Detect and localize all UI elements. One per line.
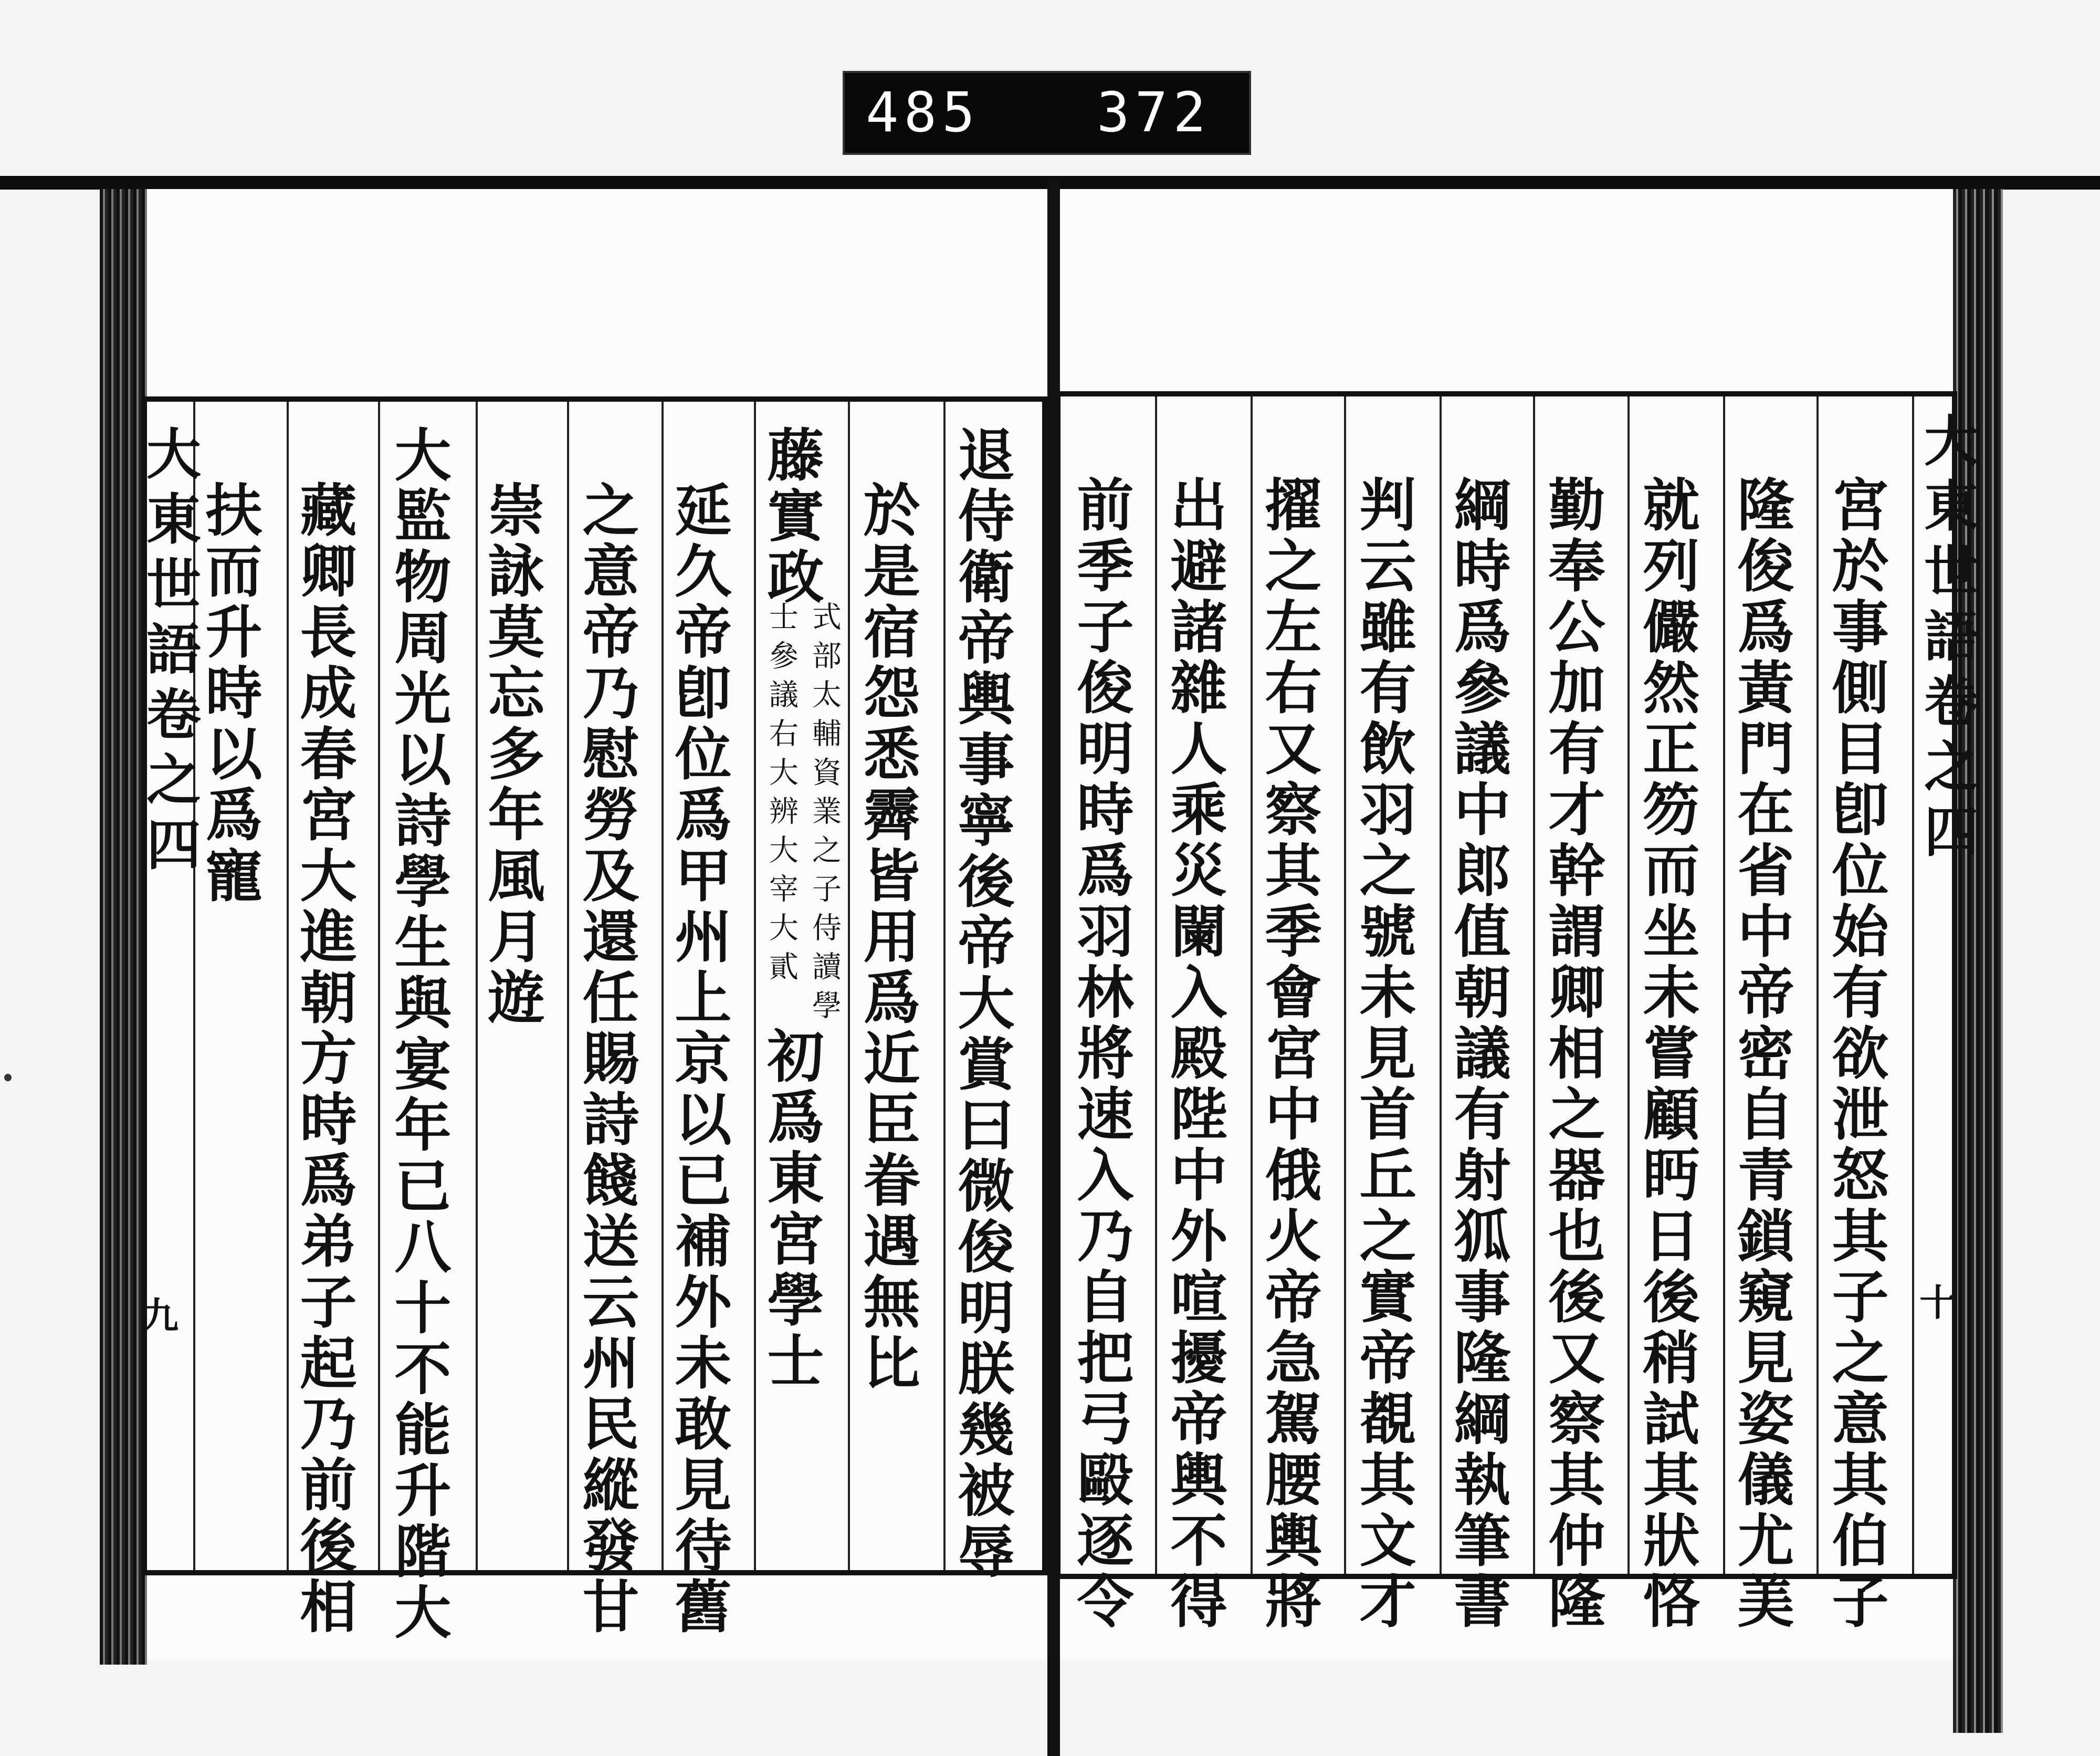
- left-col-9: 退侍衛帝輿事寧後帝大賞曰微俊明朕幾被辱: [948, 425, 1014, 1583]
- right-col-7: 就列儼然正笏而坐未嘗顧眄日後稍試其狀恪: [1633, 475, 1699, 1633]
- left-col-7-tail: 初爲東宮學士: [758, 1027, 824, 1392]
- right-margin-title: 大東世語卷之四: [1915, 412, 1979, 868]
- right-text-frame: [1055, 391, 1979, 1633]
- archive-number-label: [843, 71, 1251, 155]
- left-col-2: 藏卿長成春宮大進朝方時爲弟子起乃前後相: [290, 480, 356, 1638]
- right-col-9: 宮於事側目卽位始有欲泄怒其子之意其伯子: [1822, 475, 1888, 1633]
- left-col-5: 之意帝乃慰勞及還任賜詩餞送云州民縱發甘: [573, 480, 639, 1638]
- paper-speck: [4, 1074, 12, 1081]
- left-margin-title: 大東世語卷之四: [137, 425, 202, 881]
- right-folio: 十: [1919, 1281, 1956, 1324]
- left-page-edge-stack: [100, 189, 147, 1665]
- right-col-1: 前季子俊明時爲羽林將速入乃自把弓毆逐令: [1067, 475, 1133, 1633]
- right-col-6: 勤奉公加有才幹謂卿相之器也後又察其仲隆: [1539, 475, 1605, 1633]
- right-col-5: 綱時爲參議中郎值朝議有射狐事隆綱執筆書: [1444, 475, 1510, 1633]
- left-col-3: 大監物周光以詩學生與宴年已八十不能升階大: [385, 425, 451, 1644]
- label-right-number: 372: [1097, 80, 1211, 144]
- right-col-3: 擢之左右又察其季會宮中俄火帝急駕腰輿將: [1255, 475, 1321, 1633]
- left-col-7-note-b: 士參議右大辨大宰大貳: [764, 601, 799, 990]
- left-col-4: 崇詠莫忘多年風月遊: [478, 480, 544, 1029]
- left-col-7-heading: 藤實政: [758, 425, 824, 608]
- left-col-8: 於是宿怨悉霽皆用爲近臣眷遇無比: [854, 480, 920, 1394]
- left-folio: 九: [142, 1294, 178, 1337]
- left-text-frame: [137, 396, 1047, 1644]
- label-left-number: 485: [866, 80, 980, 144]
- left-col-1: 扶而升時以爲寵: [196, 480, 262, 907]
- right-col-2: 出避諸雜人乘災闌入殿陛中外喧擾帝輿不得: [1161, 475, 1227, 1633]
- left-col-6: 延久帝卽位爲甲州上京以已補外未敢見待舊: [665, 480, 731, 1638]
- right-col-4: 判云雖有飲羽之號未見首丘之實帝覩其文才: [1350, 475, 1416, 1633]
- right-col-8: 隆俊爲黃門在省中帝密自青鎖窺見姿儀尤美: [1728, 475, 1794, 1633]
- left-col-7-note-a: 式部太輔資業之子侍讀學: [807, 601, 842, 1029]
